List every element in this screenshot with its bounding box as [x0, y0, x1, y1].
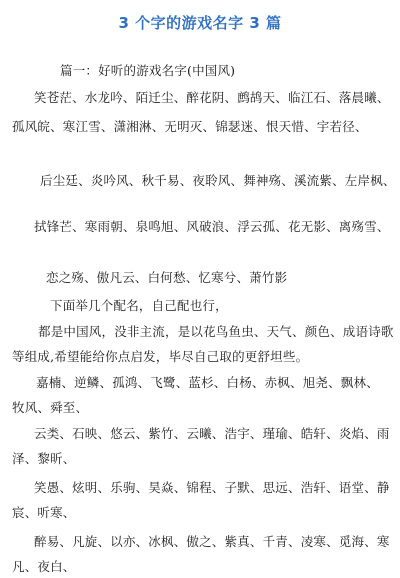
text-line: 泽、黎昕、 [12, 451, 76, 466]
text-line: 拭锋芒、寒雨朝、泉鸣旭、风破浪、浮云孤、花无影、离殇雪、 [34, 219, 390, 234]
text-line: 嘉楠、逆鳞、孤鸿、飞鹭、蓝杉、白杨、赤枫、旭尧、飘林、 [36, 375, 379, 390]
text-line: 等组成,希望能给你点启发，毕尽自己取的更舒坦些。 [12, 349, 309, 364]
text-line: 醉易、凡旋、以亦、冰枫、傲之、紫真、千青、凌寒、觅海、寒 [34, 534, 390, 549]
text-line: 云类、石映、悠云、紫竹、云曦、浩宇、瑾瑜、皓轩、炎焰、雨 [34, 426, 390, 441]
text-line: 后尘廷、炎吟风、秋千易、夜聆风、舞神殇、溪流紫、左岸枫、 [40, 173, 396, 188]
text-line: 笑苍茫、水龙吟、陌迁尘、醉花阴、鹧鸪天、临江石、落晨曦、 [34, 90, 390, 105]
text-line: 都是中国风，没非主流，是以花鸟鱼虫、天气、颜色、成语诗歌 [38, 324, 394, 339]
text-line: 恋之殇、傲凡云、白何愁、忆寒兮、萧竹影 [46, 270, 288, 285]
text-line: 宸、听寒、 [12, 505, 76, 520]
section-heading: 篇一：好听的游戏名字(中国风) [60, 63, 236, 78]
text-line: 凡、夜白、 [12, 559, 76, 574]
text-line: 孤风皖、寒江雪、潇湘淋、无明灭、锦瑟迷、恨天惜、宇若径、 [12, 119, 368, 134]
text-line: 牧风、舜至、 [12, 400, 89, 415]
text-line: 笑愚、炫明、乐驹、昊焱、锦程、子默、思远、浩轩、语堂、静 [34, 480, 390, 495]
document-title: 3 个字的游戏名字 3 篇 [118, 14, 282, 32]
text-line: 下面举几个配名，自己配也行， [50, 298, 228, 313]
